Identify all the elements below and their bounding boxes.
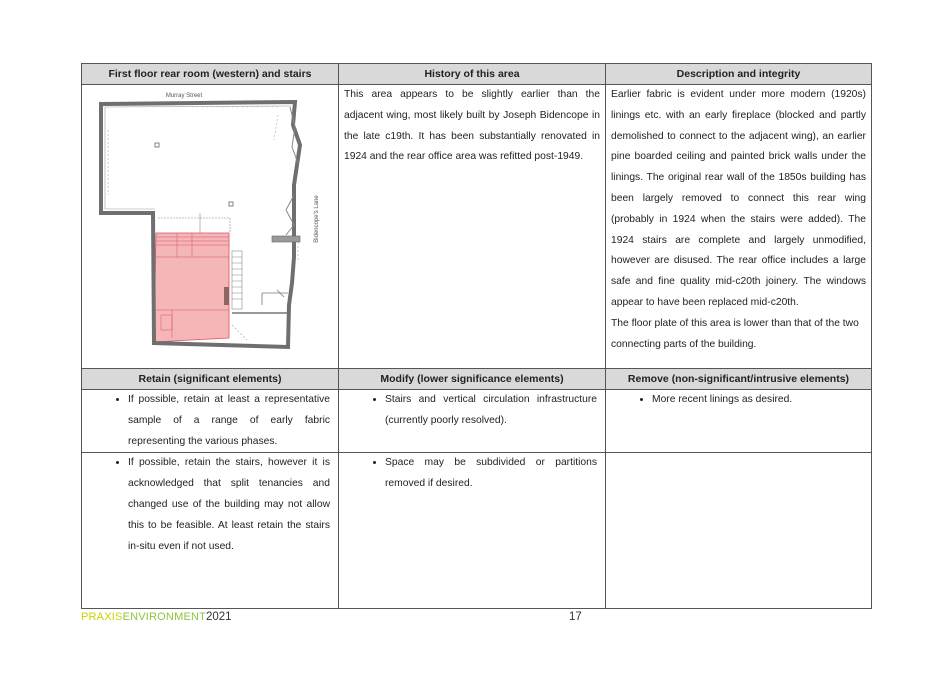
footer-year: 2021: [206, 611, 232, 623]
brand-part-environment: ENVIRONMENT: [122, 611, 207, 623]
description-text: Earlier fabric is evident under more modern (1920s) linings etc. with an early fireplace (blocked and partly demolished to connect to the adjacent wing), an earlier pine boarded ceiling and painted brick walls under the linings. The original rear wall of the 1850s building has been largely removed to connect this rear wing (probably in 1924 when the stairs were added). The 1924 stairs are complete and largely unmodified, however are disused. The rear office includes a large safe and fine quality mid-c20th joinery. The windows appear to have been replaced mid-c20th.: [611, 89, 866, 308]
table-row: [82, 390, 872, 453]
header-row: [82, 64, 872, 85]
header-modify: Modify (lower significance elements): [339, 369, 606, 390]
stair-outline: [158, 218, 230, 233]
lane-wall: [272, 236, 300, 242]
description-text-floor: The floor plate of this area is lower than that of the two connecting parts of the building.: [611, 317, 859, 350]
modify-cell: [339, 390, 606, 453]
header-description: Description and integrity: [606, 64, 872, 85]
list-item: • If possible, retain at least a representative sample of a range of early fabric representing the various phases.: [128, 390, 330, 452]
lane-label: Bidencope's Lane: [314, 195, 320, 243]
highlight-area: [154, 233, 229, 342]
header-remove: Remove (non-significant/intrusive elements): [606, 369, 872, 390]
fireplace: [224, 287, 229, 305]
brand-part-praxis: PRAXIS: [81, 611, 123, 623]
history-text: This area appears to be slightly earlier than the adjacent wing, most likely built by Joseph Bidencope in the late c19th. It has been substantially renovated in 1924 and the rear office area was refitted post-1949.: [344, 89, 600, 163]
floor-plan-cell: [82, 85, 339, 369]
history-cell: [339, 85, 606, 369]
retain-list: [82, 453, 338, 557]
header-area: First floor rear room (western) and stairs: [82, 64, 339, 85]
remove-list: [606, 390, 871, 411]
retain-cell: [82, 390, 339, 453]
significance-table: [81, 63, 872, 609]
list-item: • Stairs and vertical circulation infrastructure (currently poorly resolved).: [385, 390, 597, 432]
header-retain: Retain (significant elements): [82, 369, 339, 390]
table-row: [82, 453, 872, 609]
street-label: Murray Street: [165, 93, 203, 99]
modify-cell: [339, 453, 606, 609]
floor-plan: [82, 85, 338, 363]
door-swing: [277, 290, 284, 297]
stair-lower: [232, 325, 247, 340]
retain-list: [82, 390, 338, 452]
column: [229, 202, 233, 206]
page-number: 17: [569, 611, 582, 623]
remove-cell-empty: [606, 453, 872, 609]
brand-logo: [81, 611, 206, 623]
retain-cell: [82, 453, 339, 609]
header-history: History of this area: [339, 64, 606, 85]
list-item: • More recent linings as desired.: [652, 390, 863, 411]
content-row: [82, 85, 872, 369]
window-line: [274, 115, 278, 140]
description-cell: [606, 85, 872, 369]
list-item: • Space may be subdivided or partitions removed if desired.: [385, 453, 597, 495]
modify-list: [339, 390, 605, 432]
list-item: • If possible, retain the stairs, however it is acknowledged that split tenancies and changed use of the building may not allow this to be feasible. At least retain the stairs in-situ even if not used.: [128, 453, 330, 557]
remove-cell: [606, 390, 872, 453]
column: [155, 143, 159, 147]
stairs: [232, 251, 242, 309]
header-row-2: [82, 369, 872, 390]
modify-list: [339, 453, 605, 495]
